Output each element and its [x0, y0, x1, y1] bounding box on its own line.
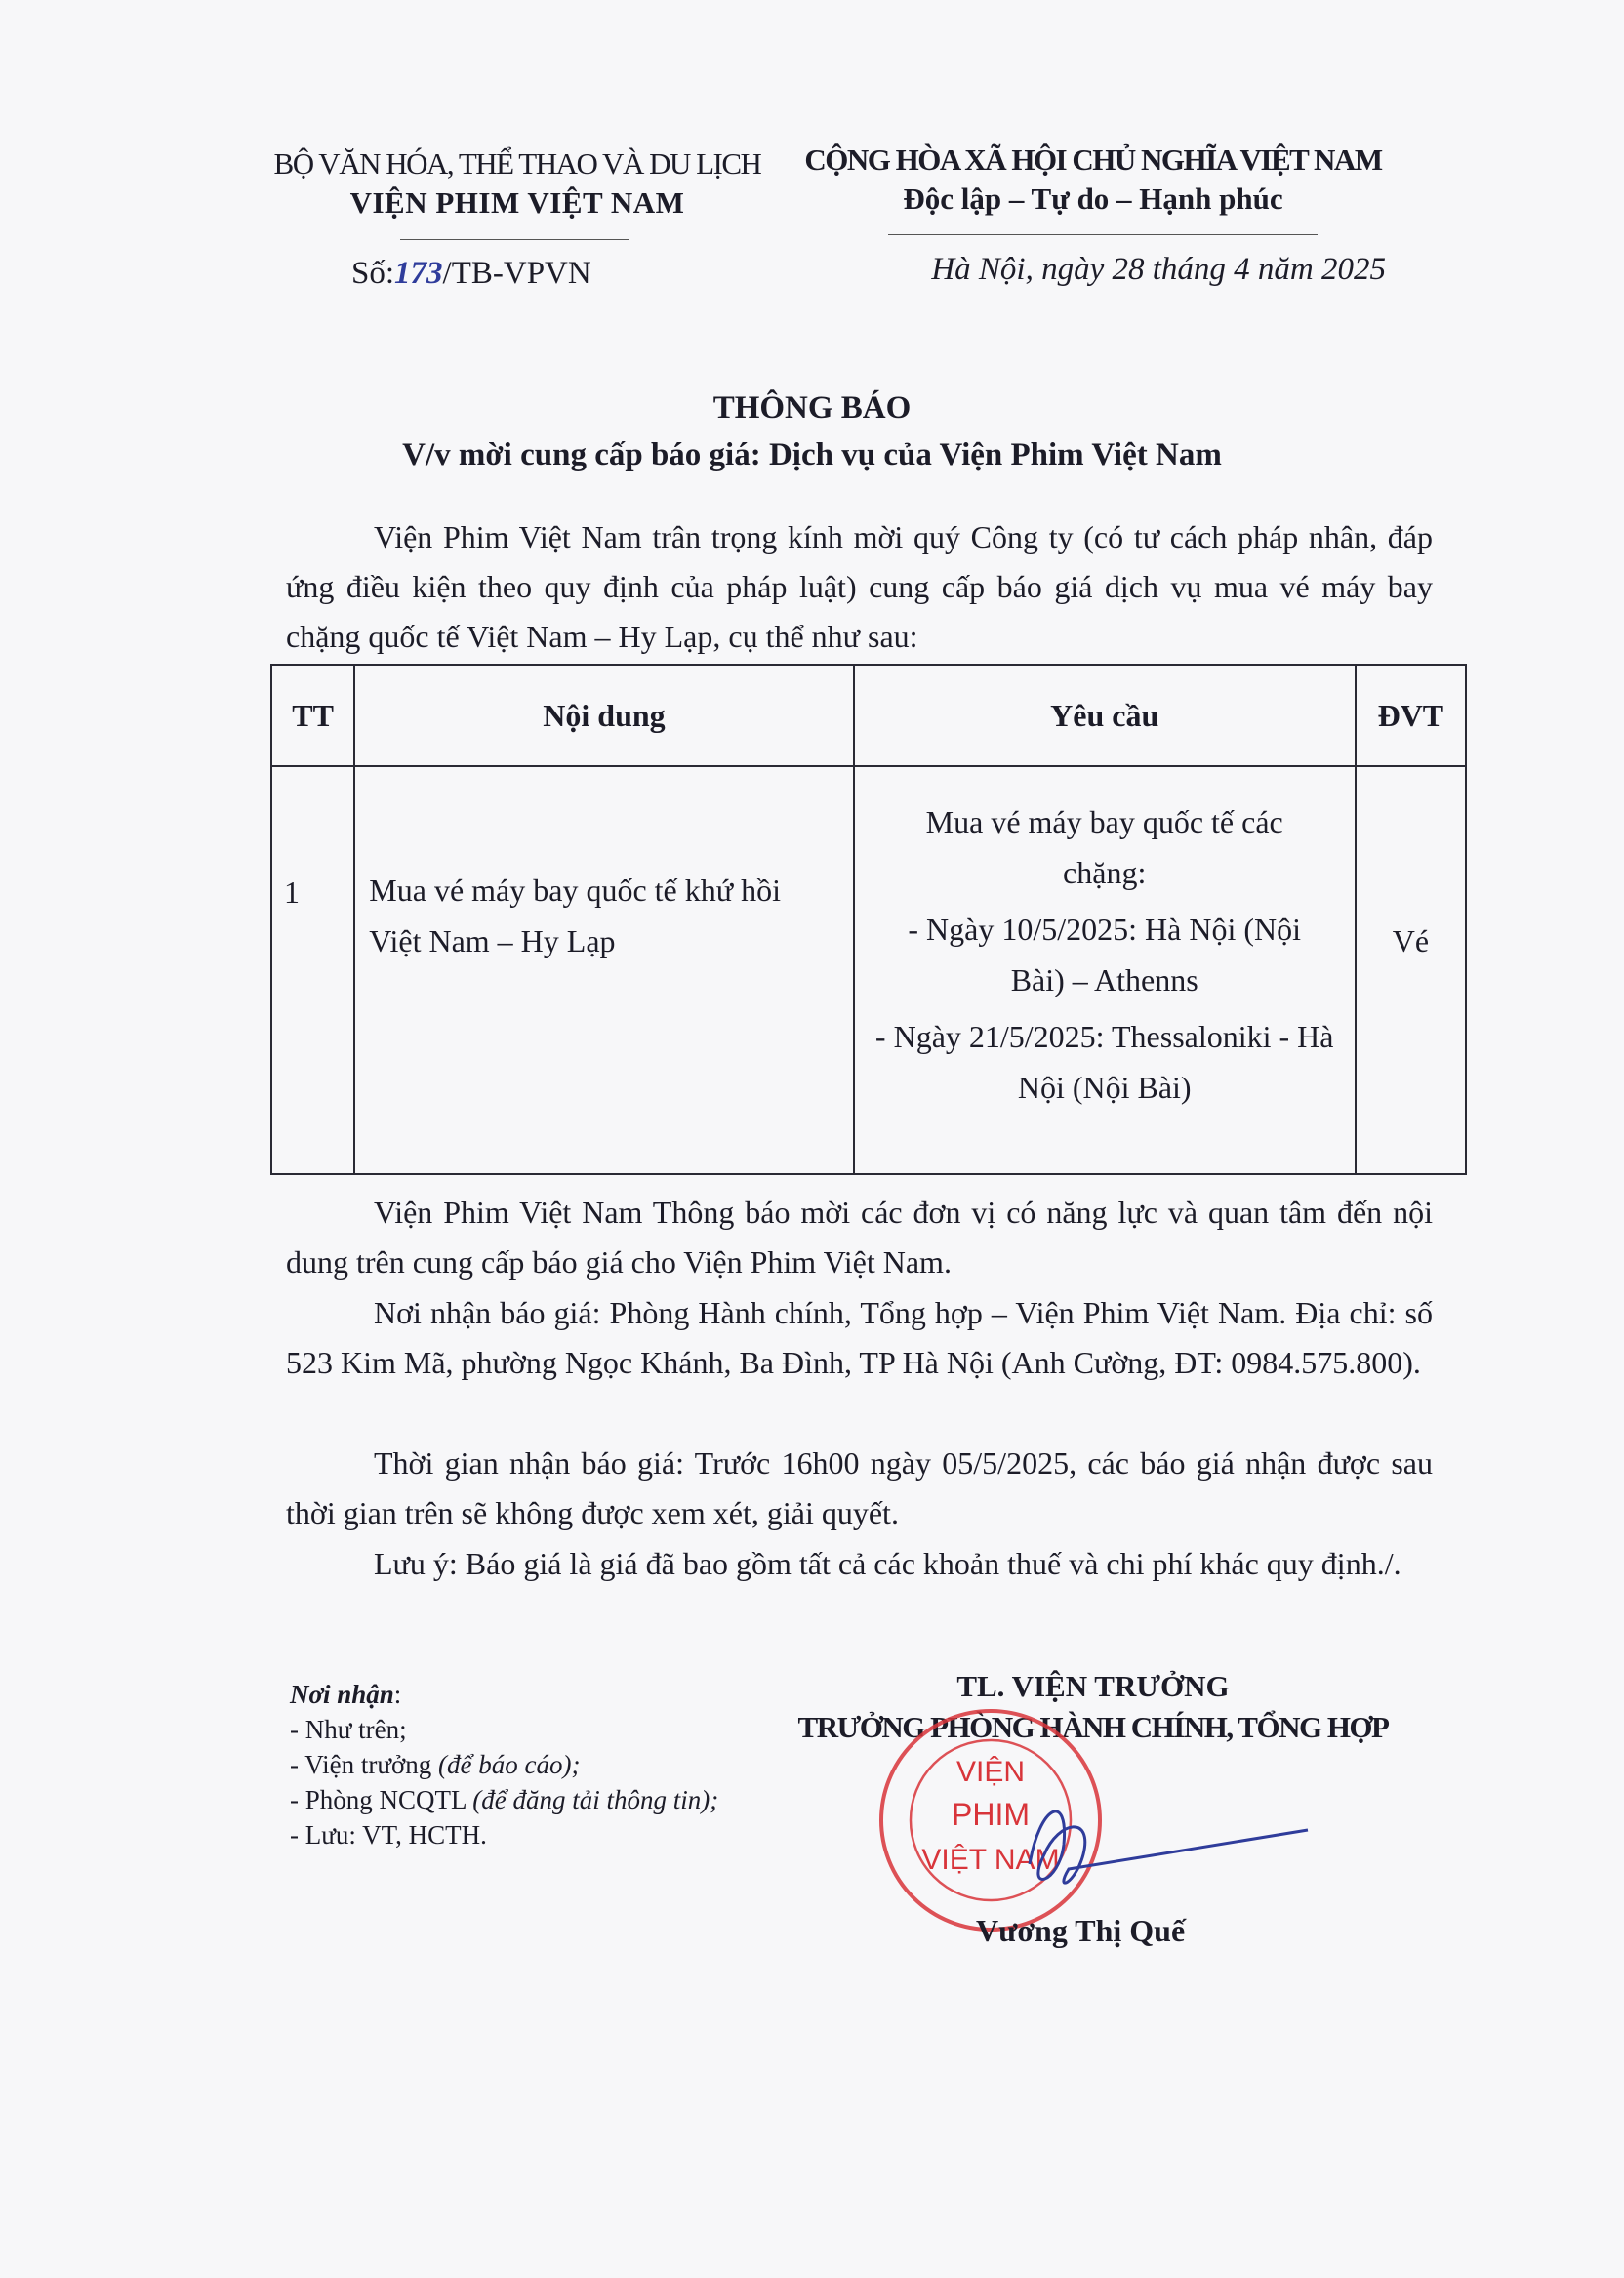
recipient-item: - Lưu: VT, HCTH.: [290, 1820, 487, 1850]
stamp-text-3: VIỆT NAM: [921, 1844, 1060, 1876]
stamp-text-2: PHIM: [952, 1797, 1030, 1832]
cell-tt: 1: [271, 766, 354, 1174]
document-subtitle: V/v mời cung cấp báo giá: Dịch vụ của Viện Phim Việt Nam: [402, 437, 1222, 472]
handwritten-number: 173: [394, 256, 443, 291]
recipients-heading: Nơi nhận: [290, 1680, 394, 1709]
paragraph-invitation: Viện Phim Việt Nam Thông báo mời các đơn vị có năng lực và quan tâm đến nội dung trên cung cấp báo giá cho Viện Phim Việt Nam.: [286, 1195, 1433, 1280]
recipients-block: Nơi nhận: - Như trên; - Viện trưởng (để báo cáo); - Phòng NCQTL (để đăng tải thông tin); - Lưu: VT, HCTH.: [290, 1677, 718, 1852]
paragraph-deadline: Thời gian nhận báo giá: Trước 16h00 ngày 05/5/2025, các báo giá nhận được sau thời gian trên sẽ không được xem xét, giải quyết.: [286, 1445, 1433, 1530]
motto-underline: [888, 234, 1318, 235]
table-header-row: [271, 665, 1466, 766]
national-motto: Độc lập – Tự do – Hạnh phúc: [903, 182, 1283, 216]
signature-title: TL. VIỆN TRƯỞNG: [956, 1669, 1230, 1703]
institute-name: VIỆN PHIM VIỆT NAM: [349, 185, 685, 220]
cell-unit: Vé: [1356, 766, 1466, 1174]
cell-content: Mua vé máy bay quốc tế khứ hồi Việt Nam – Hy Lạp: [354, 766, 853, 1174]
ministry-name: BỘ VĂN HÓA, THỂ THAO VÀ DU LỊCH: [273, 146, 761, 181]
table-row: [271, 766, 1466, 1174]
document-title: THÔNG BÁO: [712, 390, 912, 426]
place-date: Hà Nội, ngày 28 tháng 4 năm 2025: [931, 252, 1386, 287]
recipient-item: - Phòng NCQTL (để đăng tải thông tin);: [290, 1785, 719, 1814]
paragraph-note: Lưu ý: Báo giá là giá đã bao gồm tất cả các khoản thuế và chi phí khác quy định./.: [374, 1546, 1401, 1581]
signature-position: TRƯỞNG PHÒNG HÀNH CHÍNH, TỔNG HỢP: [797, 1710, 1389, 1744]
header-tt: TT: [271, 665, 354, 766]
republic-name: CỘNG HÒA XÃ HỘI CHỦ NGHĨA VIỆT NAM: [804, 142, 1382, 177]
requirement-leg-1: - Ngày 10/5/2025: Hà Nội (Nội Bài) – Athenns: [908, 912, 1301, 997]
header-requirement: Yêu cầu: [854, 665, 1356, 766]
request-table: [270, 664, 1467, 1175]
signer-name: Vương Thị Quế: [976, 1913, 1186, 1948]
header-unit: ĐVT: [1356, 665, 1466, 766]
paragraph-address: Nơi nhận báo giá: Phòng Hành chính, Tổng hợp – Viện Phim Việt Nam. Địa chỉ: số 523 Kim Mã, phường Ngọc Khánh, Ba Đình, TP Hà Nội (Anh Cường, ĐT: 0984.575.800).: [286, 1295, 1433, 1380]
requirement-leg-2: - Ngày 21/5/2025: Thessaloniki - Hà Nội (Nội Bài): [874, 1019, 1334, 1105]
cell-requirement: [854, 766, 1356, 1174]
institute-underline: [400, 239, 629, 240]
stamp-text-1: VIỆN: [955, 1756, 1026, 1788]
intro-paragraph: Viện Phim Việt Nam trân trọng kính mời quý Công ty (có tư cách pháp nhân, đáp ứng điều kiện theo quy định của pháp luật) cung cấp báo giá dịch vụ mua vé máy bay chặng quốc tế Việt Nam – Hy Lạp, cụ thể như sau:: [286, 519, 1433, 654]
header-content: Nội dung: [354, 665, 853, 766]
recipient-item: - Viện trưởng (để báo cáo);: [290, 1750, 581, 1779]
requirement-intro: Mua vé máy bay quốc tế các chặng:: [925, 804, 1283, 890]
document-number: Số:173/TB-VPVN: [351, 256, 591, 291]
recipient-item: - Như trên;: [290, 1715, 407, 1744]
